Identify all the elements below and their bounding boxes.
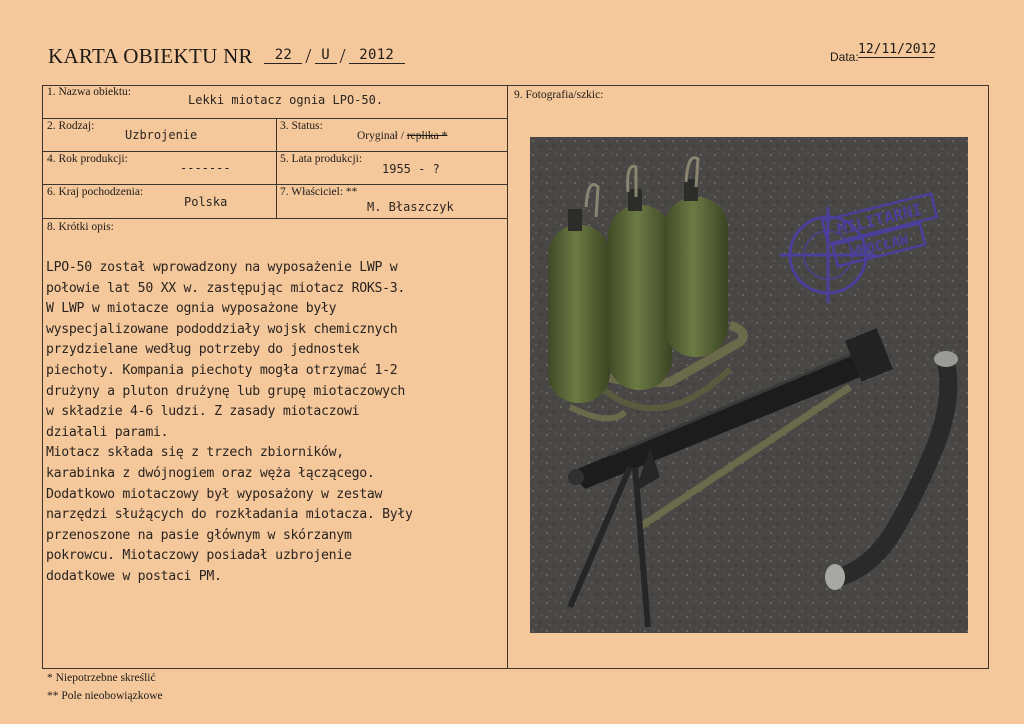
description-line: działali parami. <box>46 424 169 440</box>
card-number-part1: 22 <box>264 47 302 64</box>
footnote-2: ** Pole nieobowiązkowe <box>47 690 163 702</box>
description-label: 8. Krótki opis: <box>47 221 114 233</box>
status-value <box>357 130 447 142</box>
description-line: w składzie 4-6 ludzi. Z zasady miotaczowi <box>46 404 360 420</box>
footnote-1: * Niepotrzebne skreślić <box>47 672 156 684</box>
owner-label: 7. Właściciel: ** <box>280 186 358 198</box>
object-photo <box>530 137 968 633</box>
description-line: Miotacz składa się z trzech zbiorników, <box>46 445 344 461</box>
description-line: drużyny a pluton drużynę lub grupę miotaczowych <box>46 383 406 399</box>
description-line: przydzielane według potrzeby do jednostek <box>46 342 360 358</box>
type-label: 2. Rodzaj: <box>47 120 95 132</box>
stamp-line2: WROCŁAW <box>848 231 910 262</box>
status-label: 3. Status: <box>280 120 323 132</box>
description-line: piechoty. Kompania piechoty mogła otrzymać 1-2 <box>46 362 398 378</box>
description-line: LPO-50 został wprowadzony na wyposażenie LWP w <box>46 260 398 275</box>
production-years-label: 5. Lata produkcji: <box>280 153 363 165</box>
country-label: 6. Kraj pochodzenia: <box>47 186 144 198</box>
status-original: Oryginał / <box>357 130 404 142</box>
description-line: narzędzi służących do rozkładania miotacza. Były <box>46 507 413 523</box>
production-year-label: 4. Rok produkcji: <box>47 153 128 165</box>
description-line: Dodatkowo miotaczowy był wyposażony w zestaw <box>46 486 383 502</box>
description-line: wyspecjalizowane pododdziały wojsk chemicznych <box>46 321 398 337</box>
status-replica-struck: replika * <box>406 130 448 142</box>
description-line: przenoszone na pasie głównym w skórzanym <box>46 527 352 543</box>
card-title: KARTA OBIEKTU NR 22 / U / 2012 <box>48 44 405 69</box>
description-line: połowie lat 50 XX w. zastępując miotacz ROKS-3. <box>46 280 406 296</box>
photo-label: 9. Fotografia/szkic: <box>514 89 604 101</box>
description-line: W LWP w miotacze ognia wyposażone były <box>46 301 337 317</box>
date-label: Data: <box>830 50 859 64</box>
card-title-text: KARTA OBIEKTU NR <box>48 44 253 68</box>
name-value: Lekki miotacz ognia LPO-50. <box>188 93 384 107</box>
card-number-part3: 2012 <box>349 47 405 64</box>
production-year-value: ------- <box>180 161 231 175</box>
owner-value: M. Błaszczyk <box>367 200 454 214</box>
date-value: 12/11/2012 <box>858 42 937 57</box>
country-value: Polska <box>184 195 228 209</box>
description-line: karabinka z dwójnogiem oraz węża łączącego. <box>46 465 375 481</box>
description-text <box>46 258 506 588</box>
card-number-part2: U <box>315 47 337 64</box>
description-line: pokrowcu. Miotaczowy posiadał uzbrojenie <box>46 548 352 564</box>
name-label: 1. Nazwa obiektu: <box>47 86 131 98</box>
stamp-line1: MILITARNI <box>835 199 925 240</box>
description-line: dodatkowe w postaci PM. <box>46 568 222 584</box>
production-years-value: 1955 - ? <box>382 162 440 176</box>
type-value: Uzbrojenie <box>125 128 198 142</box>
